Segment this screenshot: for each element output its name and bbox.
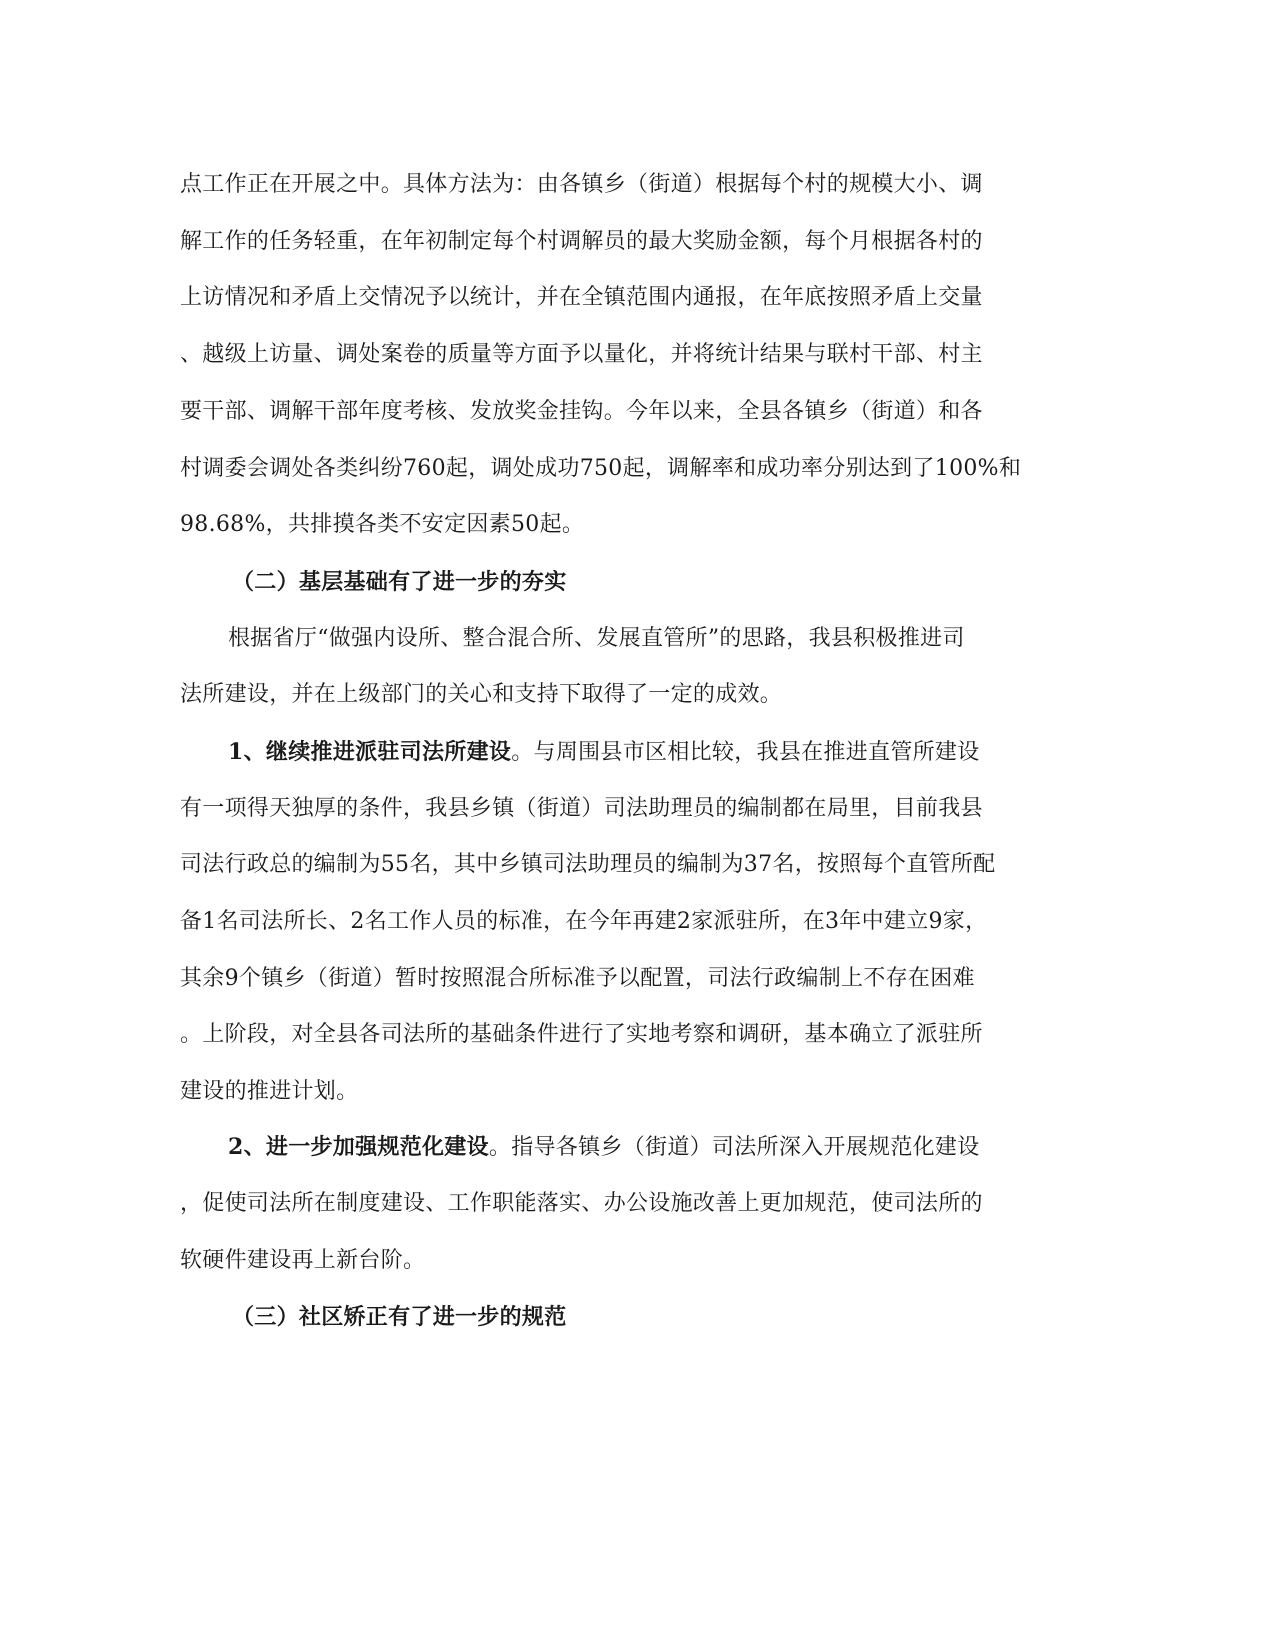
item-first-line — [228, 737, 1088, 767]
item-first-line — [228, 1132, 1088, 1162]
paragraph-line: 软硬件建设再上新台阶。 — [180, 1248, 426, 1273]
paragraph-line: ，促使司法所在制度建设、工作职能落实、办公设施改善上更加规范，使司法所的 — [180, 1191, 983, 1216]
paragraph-line: 解工作的任务轻重，在年初制定每个村调解员的最大奖励金额，每个月根据各村的 — [180, 229, 983, 254]
section-heading: （二）基层基础有了进一步的夯实 — [232, 569, 567, 595]
paragraph-line: 其余9个镇乡（街道）暂时按照混合所标准予以配置，司法行政编制上不存在困难 — [180, 966, 975, 991]
paragraph-line: 上访情况和矛盾上交情况予以统计，并在全镇范围内通报，在年底按照矛盾上交量 — [180, 285, 983, 310]
paragraph-line: 建设的推进计划。 — [180, 1079, 359, 1104]
item-text: 。与周围县市区相比较，我县在推进直管所建设 — [511, 740, 980, 765]
paragraph-line: 要干部、调解干部年度考核、发放奖金挂钩。今年以来，全县各镇乡（街道）和各 — [180, 399, 983, 424]
paragraph-line: 村调委会调处各类纠纷760起，调处成功750起，调解率和成功率分别达到了100%和 — [180, 456, 1022, 481]
paragraph-line: 法所建设，并在上级部门的关心和支持下取得了一定的成效。 — [180, 682, 783, 707]
paragraph-line: 。上阶段，对全县各司法所的基础条件进行了实地考察和调研，基本确立了派驻所 — [180, 1022, 983, 1047]
paragraph-line: 98.68%，共排摸各类不安定因素50起。 — [180, 512, 585, 537]
paragraph-line: 点工作正在开展之中。具体方法为：由各镇乡（街道）根据每个村的规模大小、调 — [180, 172, 983, 197]
paragraph-line: 备1名司法所长、2名工作人员的标准，在今年再建2家派驻所，在3年中建立9家， — [180, 909, 988, 934]
item-title: 1、继续推进派驻司法所建设 — [228, 739, 512, 765]
paragraph-line: 根据省厅“做强内设所、整合混合所、发展直管所”的思路，我县积极推进司 — [228, 626, 965, 651]
item-text: 。指导各镇乡（街道）司法所深入开展规范化建设 — [488, 1135, 980, 1160]
paragraph-line: 司法行政总的编制为55名，其中乡镇司法助理员的编制为37名，按照每个直管所配 — [180, 852, 996, 877]
item-title: 2、进一步加强规范化建设 — [228, 1134, 489, 1160]
paragraph-line: 有一项得天独厚的条件，我县乡镇（街道）司法助理员的编制都在局里，目前我县 — [180, 796, 983, 821]
paragraph-line: 、越级上访量、调处案卷的质量等方面予以量化，并将统计结果与联村干部、村主 — [180, 342, 983, 367]
section-heading: （三）社区矫正有了进一步的规范 — [232, 1304, 567, 1330]
